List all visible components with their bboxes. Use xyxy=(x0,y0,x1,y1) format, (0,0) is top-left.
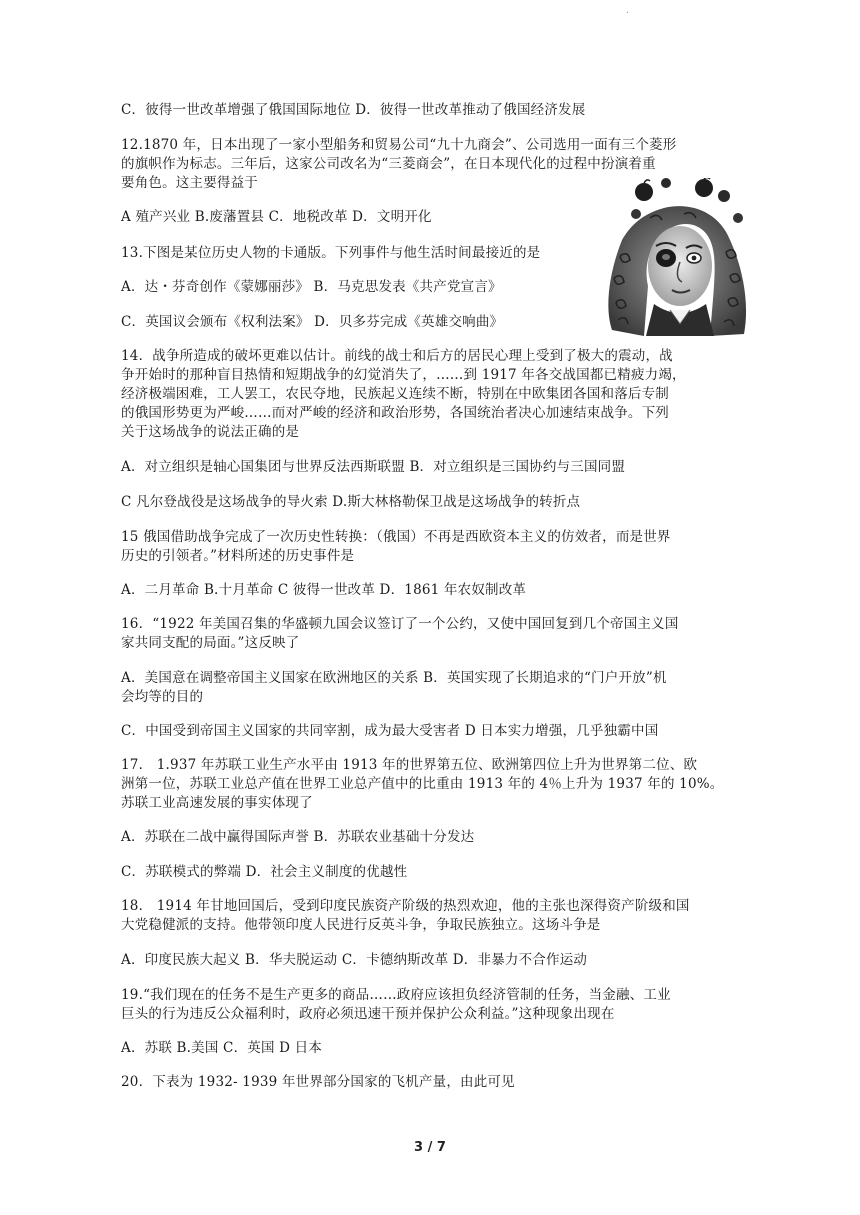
text-line: 洲第一位，苏联工业总产值在世界工业总产值中的比重由 1913 年的 4％上升为 1937 年的 10%。 xyxy=(121,776,724,792)
text-line: C．苏联模式的弊端 D．社会主义制度的优越性 xyxy=(121,864,408,880)
text-line: 13.下图是某位历史人物的卡通版。下列事件与他生活时间最接近的是 xyxy=(121,245,541,261)
text-line: 关于这场战争的说法正确的是 xyxy=(121,424,300,440)
text-line: 15 俄国借助战争完成了一次历史性转换：（俄国）不再是西欧资本主义的仿效者，而是世界 xyxy=(121,529,671,545)
text-line: C．彼得一世改革增强了俄国国际地位 D．彼得一世改革推动了俄国经济发展 xyxy=(121,102,586,118)
text-line: 的旗帜作为标志。三年后，这家公司改名为“三菱商会”，在日本现代化的过程中扮演着重 xyxy=(121,156,656,172)
text-line: 历史的引领者。”材料所述的历史事件是 xyxy=(121,548,355,564)
text-line: A．二月革命 B.十月革命 C 彼得一世改革 D．1861 年农奴制改革 xyxy=(121,582,527,598)
text-line: 家共同支配的局面。”这反映了 xyxy=(121,635,300,651)
text-line: A．达・芬奇创作《蒙娜丽莎》 B．马克思发表《共产党宣言》 xyxy=(121,279,502,295)
text-line: C．英国议会颁布《权利法案》 D．贝多芬完成《英雄交响曲》 xyxy=(121,314,504,330)
text-line: 的俄国形势更为严峻……而对严峻的经济和政治形势，各国统治者决心加速结束战争。下列 xyxy=(121,405,669,421)
page-number: 3 / 7 xyxy=(414,1140,446,1155)
text-line: 18． 1914 年甘地回国后，受到印度民族资产阶级的热烈欢迎，他的主张也深得资产阶级和国 xyxy=(121,898,690,914)
text-line: C．中国受到帝国主义国家的共同宰割，成为最大受害者 D 日本实力增强，几乎独霸中国 xyxy=(121,723,659,739)
text-line: 会均等的目的 xyxy=(121,689,204,705)
text-line: A．苏联在二战中赢得国际声誉 B．苏联农业基础十分发达 xyxy=(121,829,475,845)
text-line: A．苏联 B.美国 C．英国 D 日本 xyxy=(121,1040,323,1056)
page-mark: . xyxy=(626,6,629,16)
text-line: 苏联工业高速发展的事实体现了 xyxy=(121,795,313,811)
text-line: A．印度民族大起义 B．华夫脱运动 C．卡德纳斯改革 D．非暴力不合作运动 xyxy=(121,952,588,968)
text-line: 19.“我们现在的任务不是生产更多的商品……政府应该担负经济管制的任务，当金融、工业 xyxy=(121,987,671,1003)
text-line: 16．“1922 年美国召集的华盛顿九国会议签订了一个公约，又使中国回复到几个帝国主义国 xyxy=(121,616,679,632)
text-line: 巨头的行为违反公众福利时，政府必须迅速干预并保护公众利益。”这种现象出现在 xyxy=(121,1006,615,1022)
text-line: A．对立组织是轴心国集团与世界反法西斯联盟 B．对立组织是三国协约与三国同盟 xyxy=(121,459,626,475)
text-line: 20．下表为 1932- 1939 年世界部分国家的飞机产量，由此可见 xyxy=(121,1074,515,1090)
text-line: A．美国意在调整帝国主义国家在欧洲地区的关系 B．英国实现了长期追求的“门户开放”机 xyxy=(121,670,667,686)
text-line: 17． 1.937 年苏联工业生产水平由 1913 年的世界第五位、欧洲第四位上升为世界第二位、欧 xyxy=(121,757,698,773)
text-line: A 殖产兴业 B.废藩置县 C．地税改革 D．文明开化 xyxy=(121,209,432,225)
text-line: C 凡尔登战役是这场战争的导火索 D.斯大林格勒保卫战是这场战争的转折点 xyxy=(121,494,581,510)
text-line: 争开始时的那种盲目热情和短期战争的幻觉消失了，……到 1917 年各交战国都已精疲力竭， xyxy=(121,367,686,383)
text-line: 14．战争所造成的破坏更难以估计。前线的战士和后方的居民心理上受到了极大的震动，战 xyxy=(121,348,673,364)
text-line: 经济极端困难，工人罢工，农民夺地，民族起义连续不断，特别在中欧集团各国和落后专制 xyxy=(121,386,669,402)
text-line: 12.1870 年，日本出现了一家小型船务和贸易公司“九十九商会”、公司选用一面有三个菱形 xyxy=(121,137,677,153)
text-line: 大党稳健派的支持。他带领印度人民进行反英斗争，争取民族独立。这场斗争是 xyxy=(121,917,601,933)
text-line: 要角色。这主要得益于 xyxy=(121,175,258,191)
cartoon-portrait-image xyxy=(592,178,754,336)
